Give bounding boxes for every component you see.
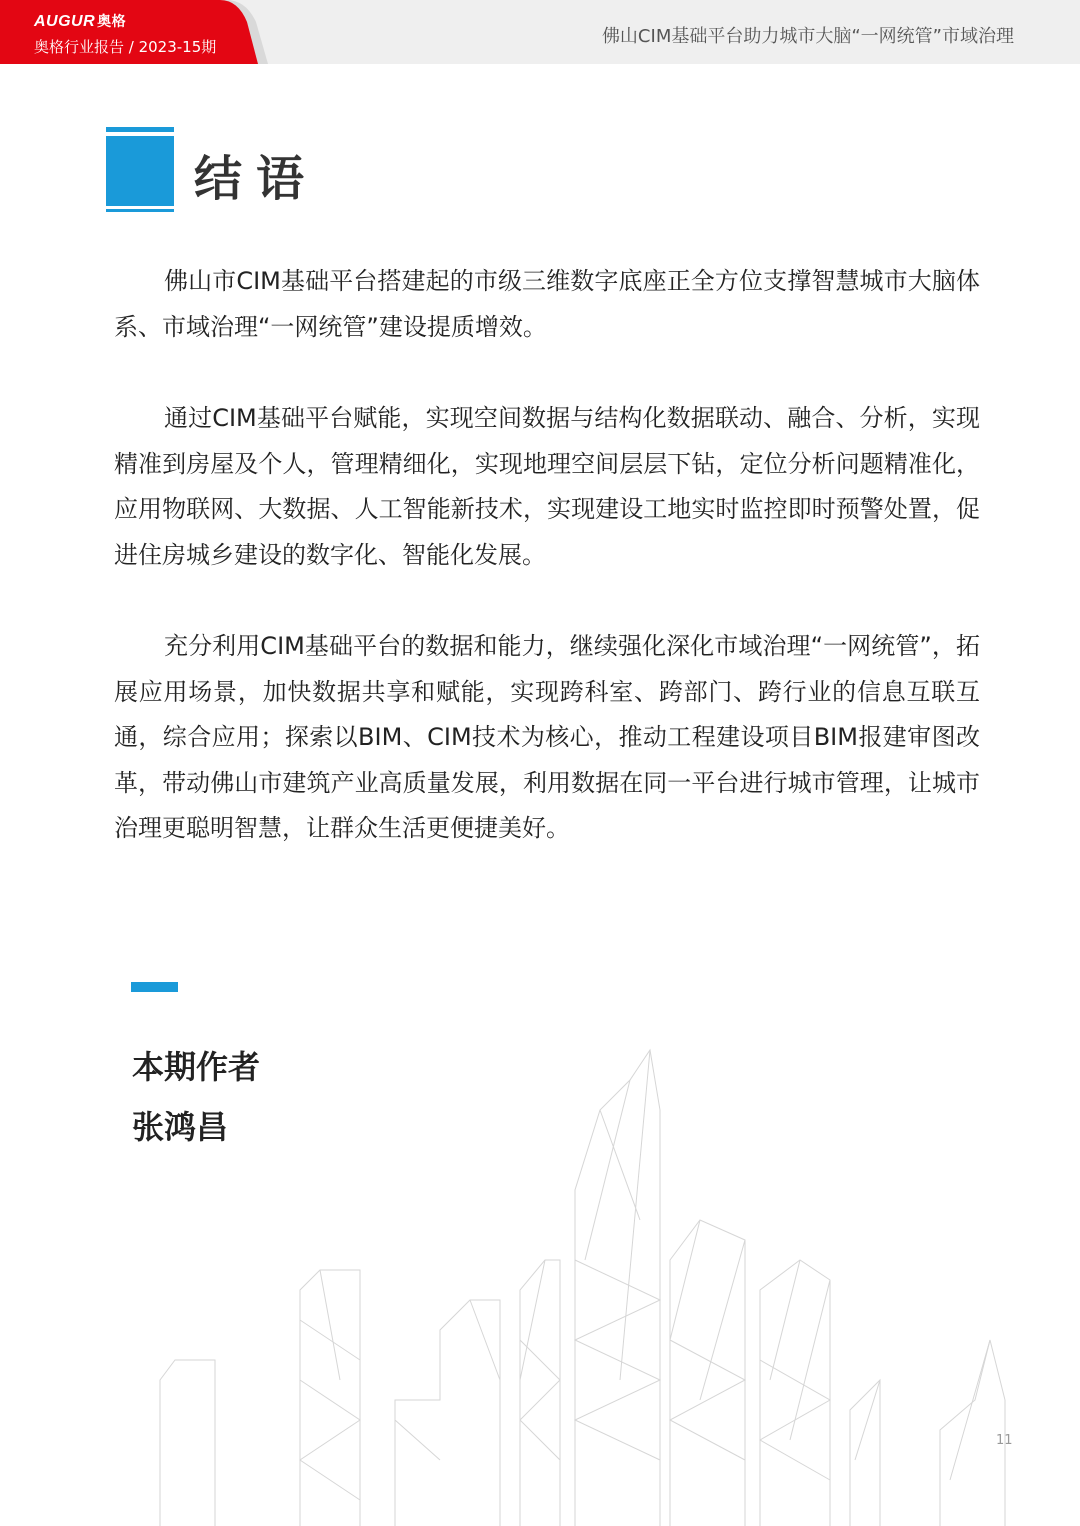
paragraph-2: 通过CIM基础平台赋能，实现空间数据与结构化数据联动、融合、分析，实现精准到房屋及个人，管理精细化，实现地理空间层层下钻，定位分析问题精准化，应用物联网、大数据、人工智能新技术，实现建设工地实时监控即时预警处置，促进住房城乡建设的数字化、智能化发展。 bbox=[114, 404, 980, 569]
augur-logo bbox=[34, 11, 126, 31]
author-accent-bar bbox=[131, 982, 178, 992]
paragraph-3: 充分利用CIM基础平台的数据和能力，继续强化深化市域治理“一网统管”，拓展应用场景，加快数据共享和赋能，实现跨科室、跨部门、跨行业的信息互联互通，综合应用；探索以BIM、CIM技术为核心，推动工程建设项目BIM报建审图改革，带动佛山市建筑产业高质量发展，利用数据在同一平台进行城市管理，让城市治理更聪明智慧，让群众生活更便捷美好。 bbox=[114, 632, 980, 842]
paragraph-1: 佛山市CIM基础平台搭建起的市级三维数字底座正全方位支撑智慧城市大脑体系、市域治理“一网统管”建设提质增效。 bbox=[114, 267, 980, 341]
document-title: 佛山CIM基础平台助力城市大脑“一网统管”市域治理 bbox=[601, 26, 1014, 47]
page-header bbox=[0, 0, 1080, 64]
logo-cn-text: 奥格 bbox=[97, 13, 127, 29]
section-title: 结语 bbox=[194, 151, 319, 207]
page-number: 11 bbox=[996, 1433, 1013, 1448]
report-label: 奥格行业报告 / 2023-15期 bbox=[34, 38, 217, 56]
author-label: 本期作者 bbox=[132, 1048, 261, 1086]
section-heading-icon bbox=[106, 127, 174, 213]
brand-tab bbox=[0, 0, 268, 64]
logo-text: AUGUR bbox=[34, 13, 96, 30]
author-name: 张鸿昌 bbox=[132, 1108, 229, 1146]
